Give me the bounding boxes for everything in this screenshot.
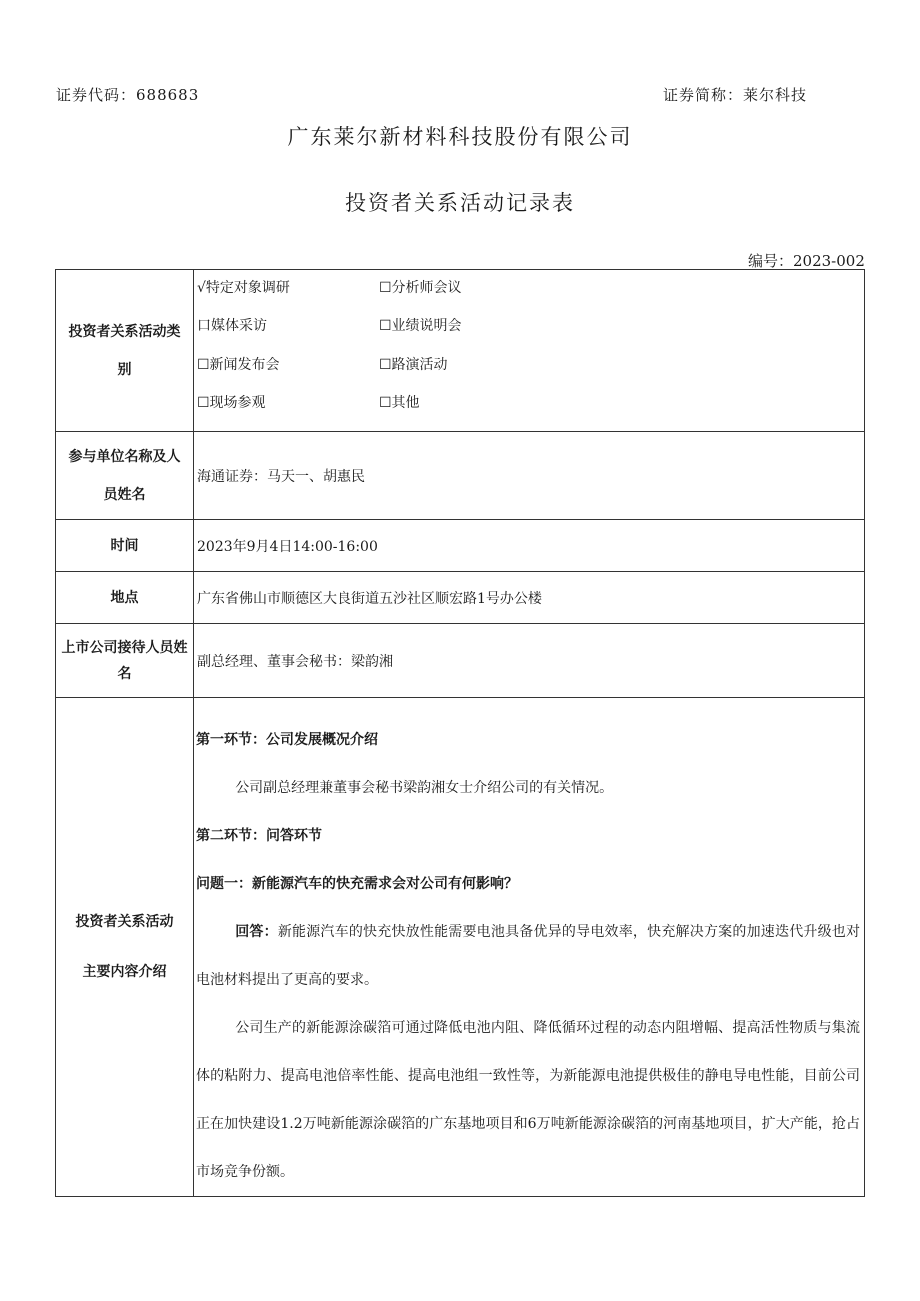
section1-title: 第一环节：公司发展概况介绍 [196, 732, 378, 748]
category-label: 投资者关系活动类别 [56, 270, 194, 432]
option-earnings-call[interactable]: ☐业绩说明会 [379, 318, 462, 334]
option-specific-research[interactable]: √特定对象调研 [197, 279, 290, 296]
reception-value: 副总经理、董事会秘书：梁韵湘 [194, 624, 865, 698]
option-press-conference[interactable]: ☐新闻发布会 [197, 356, 280, 373]
table-row [56, 698, 865, 1197]
content-label: 投资者关系活动主要内容介绍 [56, 698, 194, 1197]
question-1: 问题一：新能源汽车的快充需求会对公司有何影响？ [196, 876, 518, 892]
location-value: 广东省佛山市顺德区大良街道五沙社区顺宏路1号办公楼 [194, 572, 865, 624]
answer-1 [196, 908, 860, 1004]
table-row [56, 572, 865, 624]
content-cell [194, 698, 865, 1197]
option-site-visit[interactable]: ☐现场参观 [197, 395, 266, 411]
company-title: 广东莱尔新材料科技股份有限公司 [287, 125, 633, 149]
answer-label: 回答： [235, 924, 278, 940]
participants-label: 参与单位名称及人员姓名 [56, 432, 194, 520]
location-label: 地点 [56, 572, 194, 624]
option-roadshow[interactable]: ☐路演活动 [379, 356, 448, 373]
category-options [194, 270, 865, 432]
security-code: 证券代码：688683 [56, 86, 200, 104]
table-row [56, 270, 865, 432]
option-other[interactable]: ☐其他 [379, 395, 420, 411]
activity-record-table [55, 269, 865, 1197]
reception-label: 上市公司接待人员姓名 [56, 624, 194, 698]
table-row [56, 520, 865, 572]
participants-value: 海通证券：马天一、胡惠民 [194, 432, 865, 520]
time-value: 2023年9月4日14:00-16:00 [194, 520, 865, 572]
option-analyst-meeting[interactable]: ☐分析师会议 [379, 279, 462, 296]
option-media-interview[interactable]: 口媒体采访 [197, 318, 267, 334]
table-row [56, 624, 865, 698]
security-abbreviation: 证券简称：莱尔科技 [663, 86, 808, 104]
table-row [56, 432, 865, 520]
section1-text: 公司副总经理兼董事会秘书梁韵湘女士介绍公司的有关情况。 [235, 780, 614, 796]
paragraph-2: 公司生产的新能源涂碳箔可通过降低电池内阻、降低循环过程的动态内阻增幅、提高活性物质与集流体的粘附力、提高电池倍率性能、提高电池组一致性等，为新能源电池提供极佳的静电导电性能，目前公司正在加快建设1.2万吨新能源涂碳箔的广东基地项目和6万吨新能源涂碳箔的河南基地项目，扩大产能，抢占市场竞争份额。 [196, 1020, 860, 1180]
time-label: 时间 [56, 520, 194, 572]
answer-text: 新能源汽车的快充快放性能需要电池具备优异的导电效率，快充解决方案的加速迭代升级也对电池材料提出了更高的要求。 [196, 924, 861, 988]
document-title: 投资者关系活动记录表 [345, 191, 575, 215]
section2-title: 第二环节：问答环节 [196, 828, 322, 844]
record-number: 编号：2023-002 [748, 252, 865, 270]
